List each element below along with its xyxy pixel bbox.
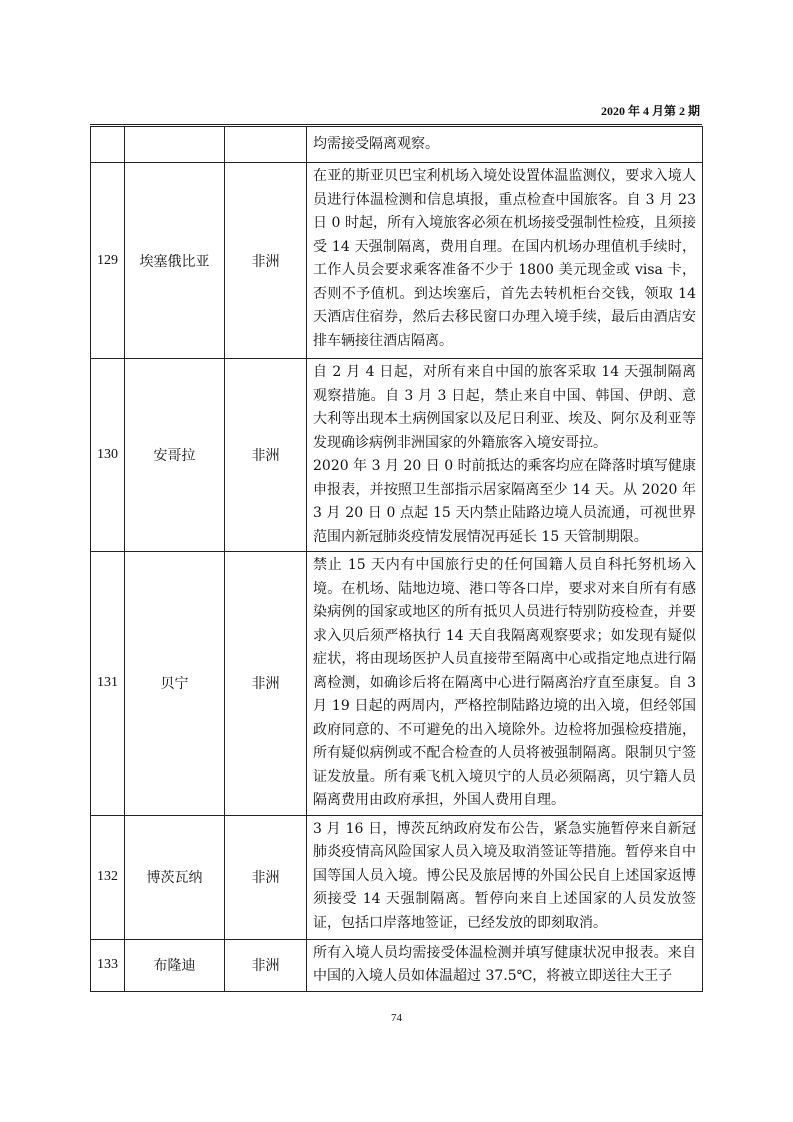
table-row <box>91 163 703 359</box>
issue-label: 2020 年 4 月第 2 期 <box>600 104 700 118</box>
region-cell: 非洲 <box>225 552 307 816</box>
row-number: 129 <box>91 163 125 359</box>
table-row <box>91 127 703 163</box>
region-cell <box>225 127 307 163</box>
country-cell: 安哥拉 <box>125 359 225 552</box>
region-cell: 非洲 <box>225 815 307 939</box>
measure-cell <box>307 552 703 816</box>
country-cell: 布隆迪 <box>125 939 225 991</box>
measure-text: 自 2 月 4 日起，对所有来自中国的旅客采取 14 天强制隔离观察措施。自 3 月 3 日起，禁止来自中国、韩国、伊朗、意大利等出现本土病例国家以及尼日利亚、埃及、阿尔及利亚等发现确诊病例非洲国家的外籍旅客入境安哥拉。 <box>313 364 696 451</box>
country-cell: 博茨瓦纳 <box>125 815 225 939</box>
measure-text: 3 月 16 日，博茨瓦纳政府发布公告，紧急实施暂停来自新冠肺炎疫情高风险国家人员入境及取消签证等措施。暂停来自中国等国人员入境。博公民及旅居博的外国公民自上述国家返博须接受 14 天强制隔离。暂停向来自上述国家的人员发放签证，包括口岸落地签证，已经发放的即刻取消。 <box>313 820 696 931</box>
row-number: 131 <box>91 552 125 816</box>
region-cell: 非洲 <box>225 359 307 552</box>
row-number: 130 <box>91 359 125 552</box>
table-row <box>91 552 703 816</box>
measure-text: 禁止 15 天内有中国旅行史的任何国籍人员自科托努机场入境。在机场、陆地边境、港口等各口岸，要求对来自所有有感染病例的国家或地区的所有抵贝人员进行特别防疫检查，并要求入贝后须严格执行 14 天自我隔离观察要求；如发现有疑似症状，将由现场医护人员直接带至隔离中心或指定地点进行隔离检测，如确诊后将在隔离中心进行隔离治疗直至康复。自 3 月 19 日起的两周内，严格控制陆路边境的出入境，但经邻国政府同意的、不可避免的出入境除外。边检将加强检疫措施，所有疑似病例或不配合检查的人员将被强制隔离。限制贝宁签证发放量。所有乘飞机入境贝宁的人员必须隔离，贝宁籍人员隔离费用由政府承担，外国人费用自理。 <box>313 557 696 808</box>
measure-cell <box>307 815 703 939</box>
region-cell: 非洲 <box>225 939 307 991</box>
table-row <box>91 815 703 939</box>
country-cell <box>125 127 225 163</box>
measure-cell <box>307 939 703 991</box>
page-number: 74 <box>391 1012 402 1024</box>
measure-text-continued: 2020 年 3 月 20 日 0 时前抵达的乘客均应在降落时填写健康申报表，并按照卫生部指示居家隔离至少 14 天。从 2020 年 3 月 20 日 0 点起 15 天内禁止陆路边境人员流通，可视世界范围内新冠肺炎疫情发展情况再延长 15 天管制期限。 <box>313 458 696 545</box>
region-cell: 非洲 <box>225 163 307 359</box>
country-cell: 贝宁 <box>125 552 225 816</box>
measure-cell <box>307 127 703 163</box>
policy-table <box>90 126 703 992</box>
country-cell: 埃塞俄比亚 <box>125 163 225 359</box>
row-number: 132 <box>91 815 125 939</box>
table-row <box>91 939 703 991</box>
row-number: 133 <box>91 939 125 991</box>
measure-text: 在亚的斯亚贝巴宝利机场入境处设置体温监测仪，要求入境人员进行体温检测和信息填报，重点检查中国旅客。自 3 月 23 日 0 时起，所有入境旅客必须在机场接受强制性检疫，且须接受 14 天强制隔离，费用自理。在国内机场办理值机手续时，工作人员会要求乘客准备不少于 1800 美元现金或 visa 卡，否则不予值机。到达埃塞后，首先去转机柜台交钱，领取 14 天酒店住宿券，然后去移民窗口办理入境手续，最后由酒店安排车辆接往酒店隔离。 <box>313 168 696 349</box>
measure-cell <box>307 359 703 552</box>
row-number <box>91 127 125 163</box>
measure-cell <box>307 163 703 359</box>
table-row <box>91 359 703 552</box>
measure-text: 均需接受隔离观察。 <box>313 136 439 152</box>
measure-text: 所有入境人员均需接受体温检测并填写健康状况申报表。来自中国的入境人员如体温超过 37.5℃，将被立即送往大王子 <box>313 944 696 984</box>
page-header <box>90 100 702 125</box>
